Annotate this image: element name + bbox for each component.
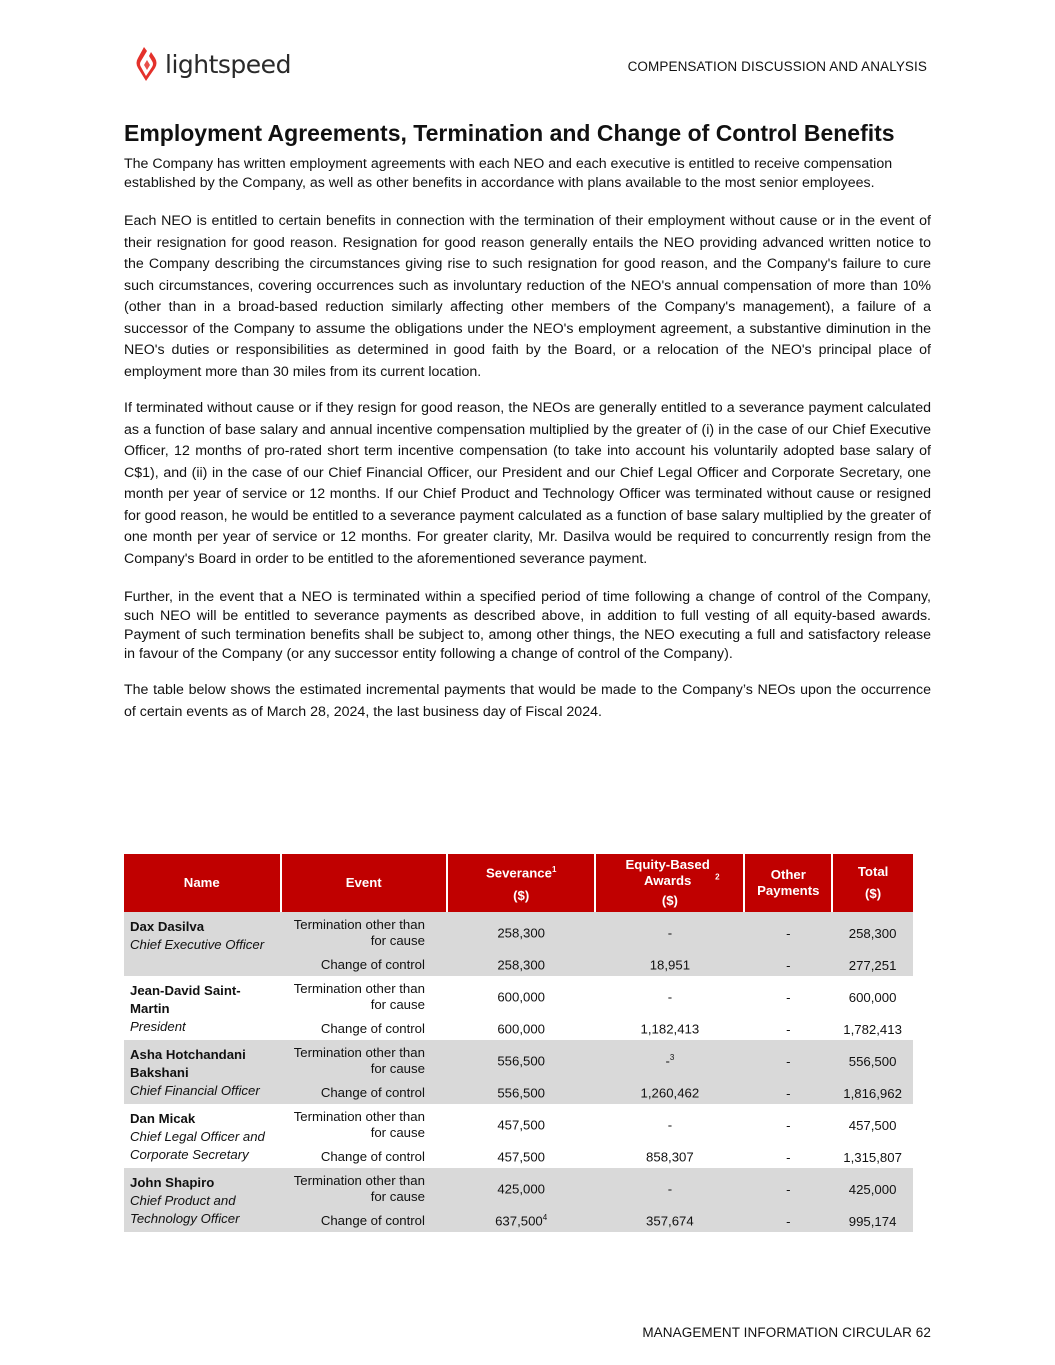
equity-cell: 1,182,413 [640,1021,700,1037]
table-header-row [124,854,913,912]
event-cell: Change of control [320,1149,425,1164]
executive-cell [124,976,281,1040]
equity-cell: - [667,989,673,1005]
equity-cell: -$^3$ [595,1040,744,1082]
other-cell: - [786,989,791,1005]
executive-name: Dan Micak [130,1111,196,1126]
executive-title: President [130,1019,186,1034]
event-cell: Termination other than for cause [281,1040,447,1082]
equity-cell: - [595,1168,744,1210]
column-header-total: Total ($) [832,854,913,912]
severance-cell: 556,500 [447,1040,595,1082]
equity-cell: 1,260,462 [595,1082,744,1104]
table-row [124,1040,913,1082]
total-cell: 1,816,962 [832,1082,913,1104]
column-header-other: Other Payments [744,854,832,912]
executive-cell [124,1168,281,1232]
lightspeed-flame-icon [135,46,159,82]
severance-cell: 425,000 [447,1168,595,1210]
event-cell: Termination other than for cause [281,1168,447,1210]
executive-name: Asha Hotchandani Bakshani [130,1047,246,1080]
other-cell: - [786,1021,791,1037]
page-title: Employment Agreements, Termination and Change of Control Benefits [124,120,895,146]
severance-cell: 637,500$^4$ [447,1210,595,1232]
total-cell: 556,500 [832,1040,913,1082]
total-cell: 600,000 [848,989,897,1005]
equity-cell: - [667,1117,673,1133]
equity-cell: 18,951 [595,954,744,976]
other-cell: - [744,1040,832,1082]
severance-cell: 457,500 [497,1149,545,1165]
other-cell: - [744,1210,832,1232]
other-cell: - [744,912,832,954]
equity-cell: 357,674 [595,1210,744,1232]
event-cell: Termination other than for cause [293,1109,425,1140]
event-cell: Change of control [320,1021,425,1036]
logo-text: lightspeed [165,49,291,79]
other-cell: - [786,1117,791,1133]
table-row [124,912,913,954]
executive-title: Chief Financial Officer [130,1083,260,1098]
total-cell: 425,000 [832,1168,913,1210]
event-cell: Change of control [281,1210,447,1232]
paragraph-change-of-control: Further, in the event that a NEO is terminated within a specified period of time following a change of control of the Company, such NEO will be entitled to severance payments as described above, in addition to full vesting of all equity-based awards. Payment of such termination benefits shall be subject to, among other things, the NEO executing a full and satisfactory release in favour of the Company (or any successor entity following a change of control of the Company). [124,589,931,662]
other-cell: - [744,954,832,976]
other-cell: - [744,1082,832,1104]
severance-cell: 556,500 [447,1082,595,1104]
severance-cell: 600,000 [497,989,545,1005]
termination-payments-table [124,854,913,1232]
page-footer: MANAGEMENT INFORMATION CIRCULAR 62 [642,1325,931,1340]
total-cell: 457,500 [848,1117,897,1133]
section-title: COMPENSATION DISCUSSION AND ANALYSIS [627,59,927,74]
severance-cell: 258,300 [447,954,595,976]
lightspeed-logo [135,46,291,82]
severance-cell: 457,500 [497,1117,545,1133]
column-header-severance: Severance$^1$ ($) [447,854,595,912]
total-cell: 277,251 [832,954,913,976]
equity-cell: - [595,912,744,954]
executive-cell [124,1040,281,1104]
event-cell: Change of control [281,954,447,976]
paragraph-employment-agreements: The Company has written employment agreements with each NEO and each executive is entitled to receive compensation established by the Company, as well as other benefits in accordance with plans available to the most senior employees. [124,156,893,191]
executive-title: Chief Executive Officer [130,937,265,952]
column-header-name: Name [124,854,281,912]
event-cell: Termination other than for cause [281,912,447,954]
table-row [124,1168,913,1210]
event-cell: Termination other than for cause [293,981,425,1012]
total-cell: 1,782,413 [843,1021,902,1037]
severance-cell: 258,300 [447,912,595,954]
executive-title: Chief Product and Technology Officer [130,1193,240,1226]
total-cell: 258,300 [832,912,913,954]
other-cell: - [786,1149,791,1165]
executive-title: Chief Legal Officer and Corporate Secretary [130,1129,265,1162]
column-header-event: Event [281,854,447,912]
executive-cell [124,1104,281,1168]
other-cell: - [744,1168,832,1210]
main-content [124,117,931,723]
paragraph-severance: If terminated without cause or if they resign for good reason, the NEOs are generally entitled to a severance payment calculated as a function of base salary and annual incentive compensation multiplied by the greater of (i) in the case of our Chief Executive Officer, 12 months of pro-rated short term incentive compensation (to take into account his voluntarily adopted base salary of C$1), and (ii) in the case of our Chief Financial Officer, our President and our Chief Legal Officer and Corporate Secretary, one month per year of service or 12 months. If our Chief Product and Technology Officer was terminated without cause or resigned for good reason, he would be entitled to a severance payment calculated as a function of base salary multiplied by the greater of one month per year of service or 12 months. For greater clarity, Mr. Dasilva would be required to concurrently resign from the Company's Board in order to be entitled to the aforementioned severance payment. [124,400,931,567]
total-cell: 1,315,807 [843,1149,902,1165]
equity-cell: 858,307 [646,1149,694,1165]
table-row [124,976,913,1018]
executive-name: Jean-David Saint-Martin [130,983,241,1016]
total-cell: 995,174 [832,1210,913,1232]
executive-cell [124,912,281,976]
paragraph-good-reason: Each NEO is entitled to certain benefits in connection with the termination of their employment without cause or in the event of their resignation for good reason. Resignation for good reason generally entails the NEO providing advanced written notice to the Company describing the circumstances giving rise to such resignation for good reason, and the Company's failure to cure such circumstances, covering occurrences such as involuntary reduction of the NEO's annual compensation of more than 10% (other than in a broad-based reduction similarly affecting other members of the Company's management), a failure of a successor of the Company to assume the obligations under the NEO's employment agreement, a substantive diminution in the NEO's duties or responsibilities as determined in good faith by the Board, or a relocation of the NEO's principal place of employment more than 30 miles from its current location. [124,213,931,380]
executive-name: Dax Dasilva [130,919,205,934]
event-cell: Change of control [281,1082,447,1104]
table-row [124,1104,913,1146]
executive-name: John Shapiro [130,1175,215,1190]
paragraph-table-intro: The table below shows the estimated incremental payments that would be made to the Company’s NEOs upon the occurrence of certain events as of March 28, 2024, the last business day of Fiscal 2024. [124,682,931,720]
severance-cell: 600,000 [497,1021,545,1037]
column-header-equity: Equity-Based Awards $^2$ ($) [595,854,744,912]
